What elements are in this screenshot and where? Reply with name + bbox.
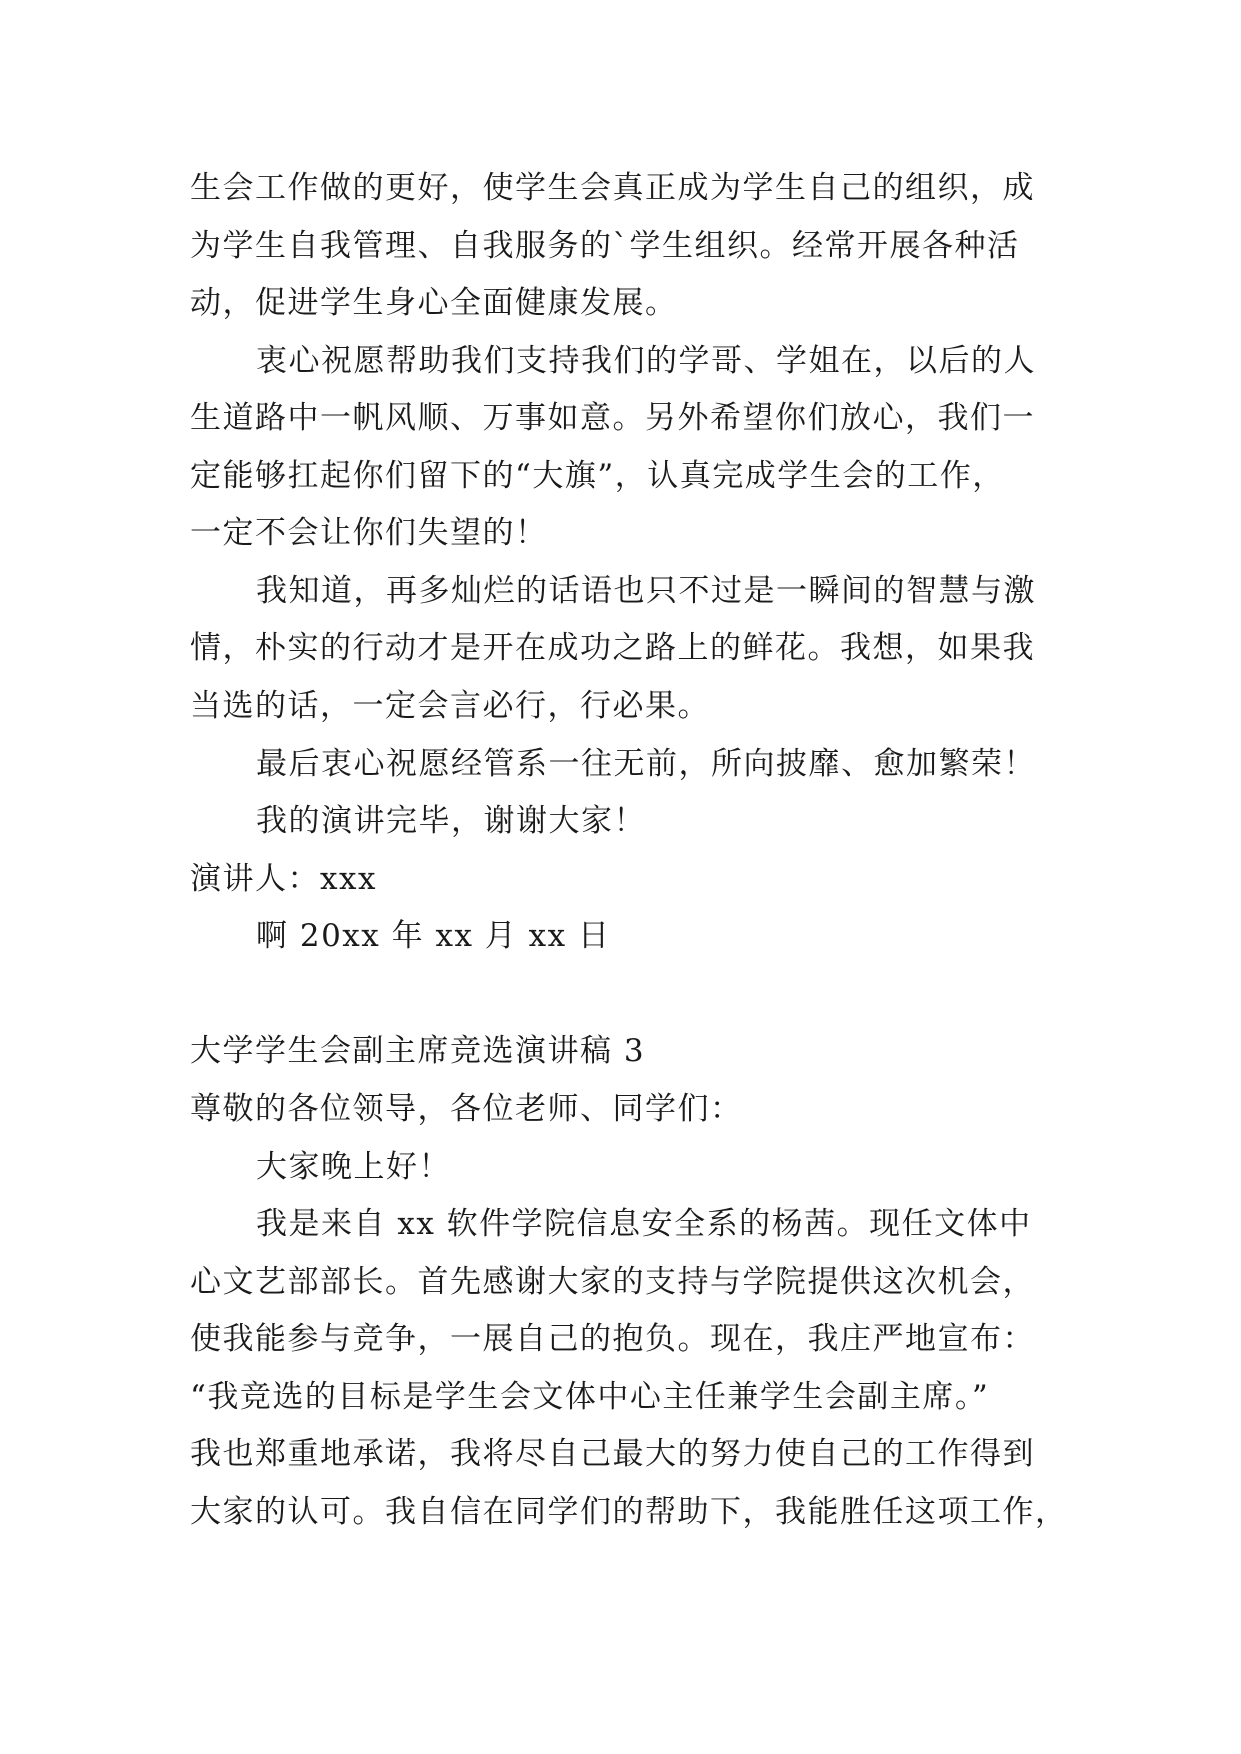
greeting: 大家晚上好！ [256,1149,451,1185]
body-line: 最后衷心祝愿经管系一往无前，所向披靡、愈加繁荣！ [256,746,1036,782]
salutation: 尊敬的各位领导，各位老师、同学们： [190,1091,743,1127]
body-line: 动，促进学生身心全面健康发展。 [190,285,678,321]
body-line: 为学生自我管理、自我服务的`学生组织。经常开展各种活 [190,228,1020,264]
body-line: 当选的话，一定会言必行，行必果。 [190,688,710,724]
body-line: 我也郑重地承诺，我将尽自己最大的努力使自己的工作得到 [190,1436,1035,1472]
body-line: 定能够扛起你们留下的“大旗”，认真完成学生会的工作， [190,458,1005,494]
section-title: 大学学生会副主席竞选演讲稿 3 [190,1033,646,1069]
body-line: 我是来自 xx 软件学院信息安全系的杨茜。现任文体中 [256,1206,1032,1242]
body-line: 大家的认可。我自信在同学们的帮助下，我能胜任这项工作， [190,1494,1068,1530]
date-line: 啊 20xx 年 xx 月 xx 日 [256,918,611,954]
body-line: 情，朴实的行动才是开在成功之路上的鲜花。我想，如果我 [190,630,1035,666]
body-line: 我的演讲完毕，谢谢大家！ [256,803,646,839]
body-line: “我竞选的目标是学生会文体中心主任兼学生会副主席。” [190,1379,990,1415]
body-line: 心文艺部部长。首先感谢大家的支持与学院提供这次机会， [190,1264,1035,1300]
body-line: 一定不会让你们失望的！ [190,515,548,551]
body-line: 使我能参与竞争，一展自己的抱负。现在，我庄严地宣布： [190,1321,1035,1357]
body-line: 我知道，再多灿烂的话语也只不过是一瞬间的智慧与激 [256,573,1036,609]
body-line: 生会工作做的更好，使学生会真正成为学生自己的组织，成 [190,170,1035,206]
speaker-line: 演讲人：xxx [190,861,377,897]
body-line: 生道路中一帆风顺、万事如意。另外希望你们放心，我们一 [190,400,1035,436]
body-line: 衷心祝愿帮助我们支持我们的学哥、学姐在，以后的人 [256,343,1036,379]
